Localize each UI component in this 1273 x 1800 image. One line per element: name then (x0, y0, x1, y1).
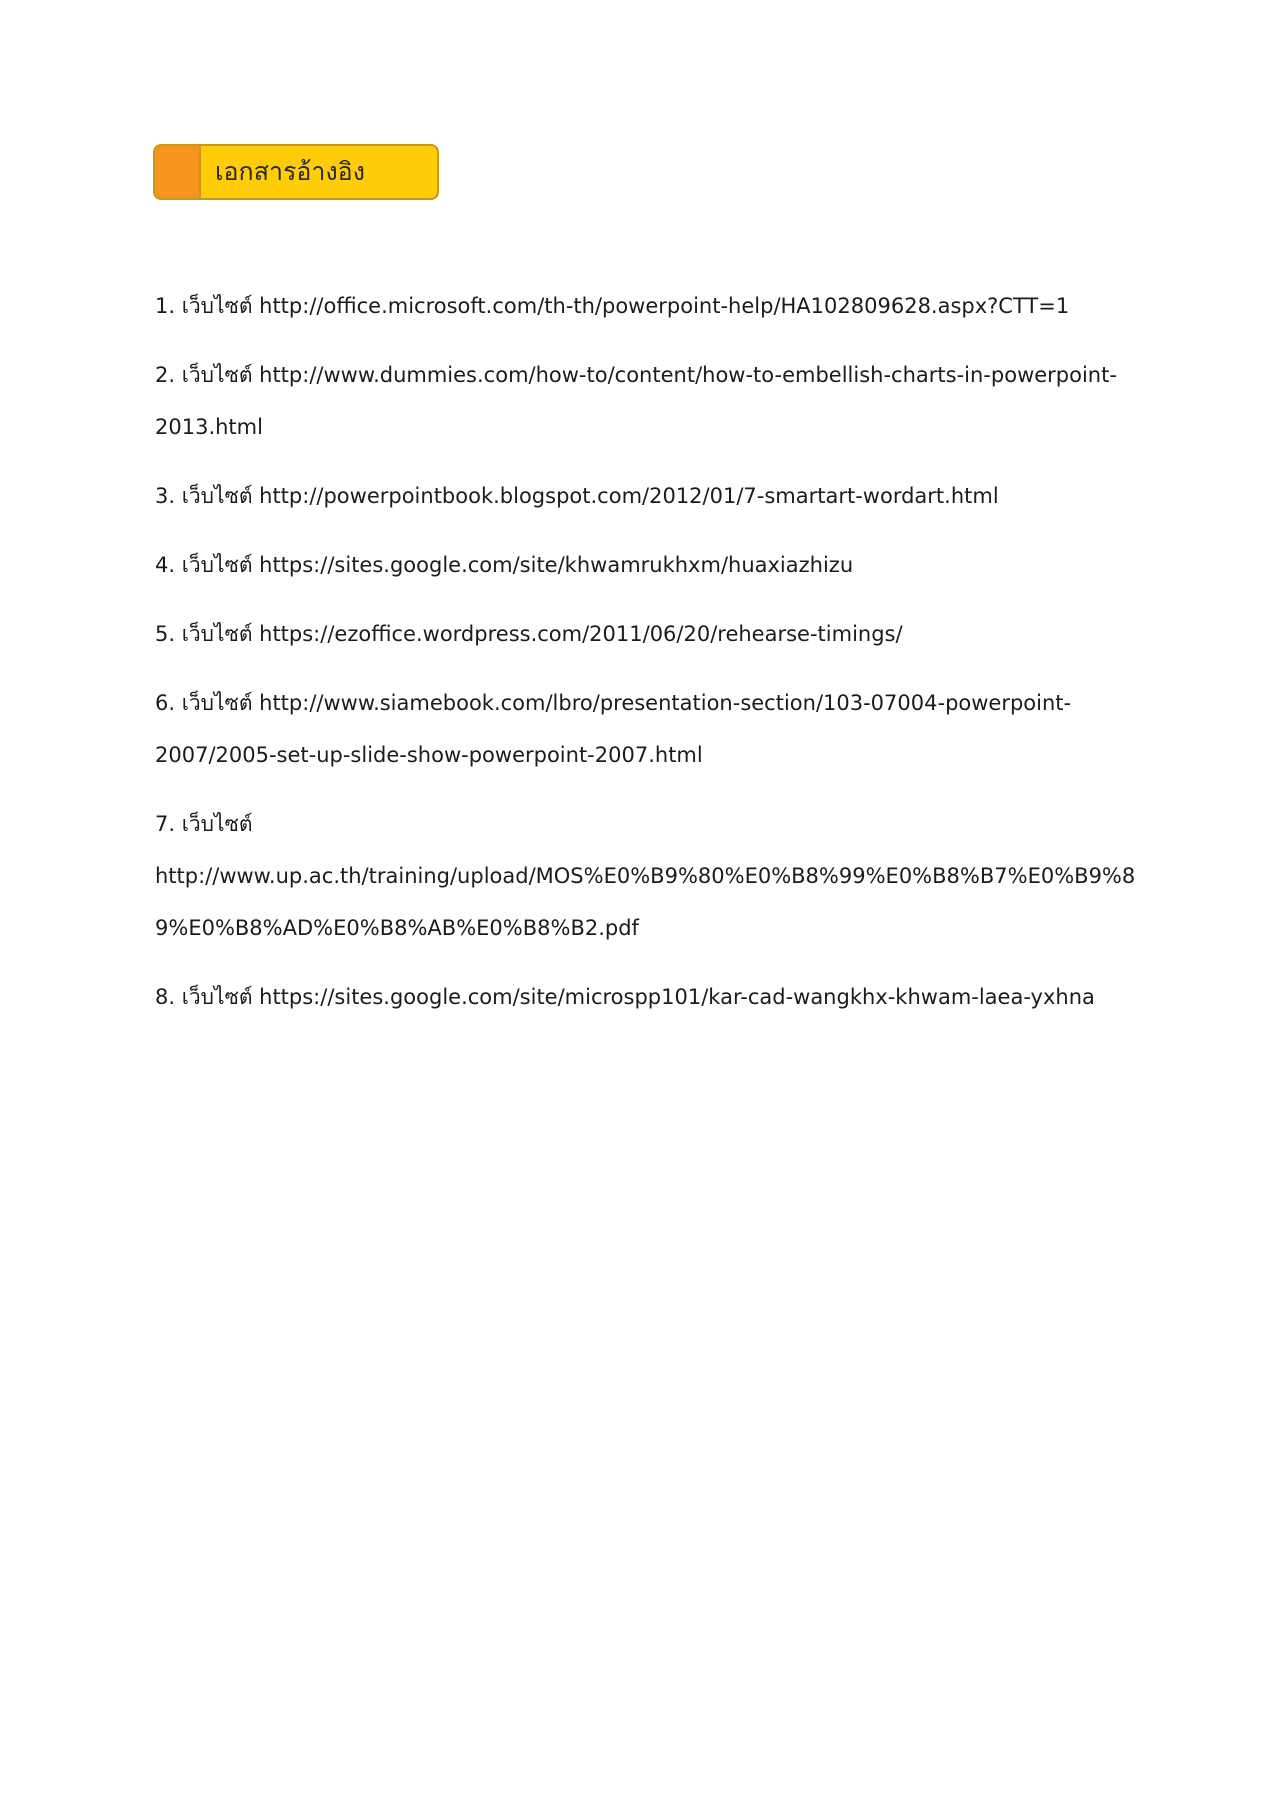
reference-line: 2. เว็บไซต์ http://www.dummies.com/how-to/content/how-to-embellish-charts-in-powerpoint- (155, 363, 1117, 387)
reference-item-8 (155, 971, 1130, 1023)
reference-line: 5. เว็บไซต์ https://ezoffice.wordpress.com/2011/06/20/rehearse-timings/ (155, 622, 903, 646)
reference-item-3 (155, 470, 1130, 522)
reference-item-1 (155, 280, 1130, 332)
header-accent-block (155, 146, 201, 198)
reference-line: 6. เว็บไซต์ http://www.siamebook.com/lbro/presentation-section/103-07004-powerpoint- (155, 691, 1072, 715)
reference-line: 4. เว็บไซต์ https://sites.google.com/site/khwamrukhxm/huaxiazhizu (155, 553, 854, 577)
reference-line: 2007/2005-set-up-slide-show-powerpoint-2007.html (155, 743, 703, 767)
reference-list (155, 280, 1136, 1040)
section-title: เอกสารอ้างอิง (215, 157, 365, 186)
reference-line: 9%E0%B8%AD%E0%B8%AB%E0%B8%B2.pdf (155, 916, 639, 940)
reference-line: 3. เว็บไซต์ http://powerpointbook.blogspot.com/2012/01/7-smartart-wordart.html (155, 484, 999, 508)
reference-item-4 (155, 539, 1130, 591)
reference-line: 2013.html (155, 415, 263, 439)
reference-item-5 (155, 608, 1130, 660)
reference-item-2 (155, 349, 1130, 453)
reference-item-6 (155, 677, 1130, 781)
reference-line: http://www.up.ac.th/training/upload/MOS%E0%B9%80%E0%B8%99%E0%B8%B7%E0%B9%8 (155, 864, 1136, 888)
reference-line: 1. เว็บไซต์ http://office.microsoft.com/th-th/powerpoint-help/HA102809628.aspx?CTT=1 (155, 294, 1070, 318)
section-header-badge (153, 144, 439, 200)
reference-line: 8. เว็บไซต์ https://sites.google.com/site/microspp101/kar-cad-wangkhx-khwam-laea-yxhna (155, 985, 1095, 1009)
reference-line: 7. เว็บไซต์ (155, 812, 253, 836)
reference-item-7 (155, 798, 1136, 954)
